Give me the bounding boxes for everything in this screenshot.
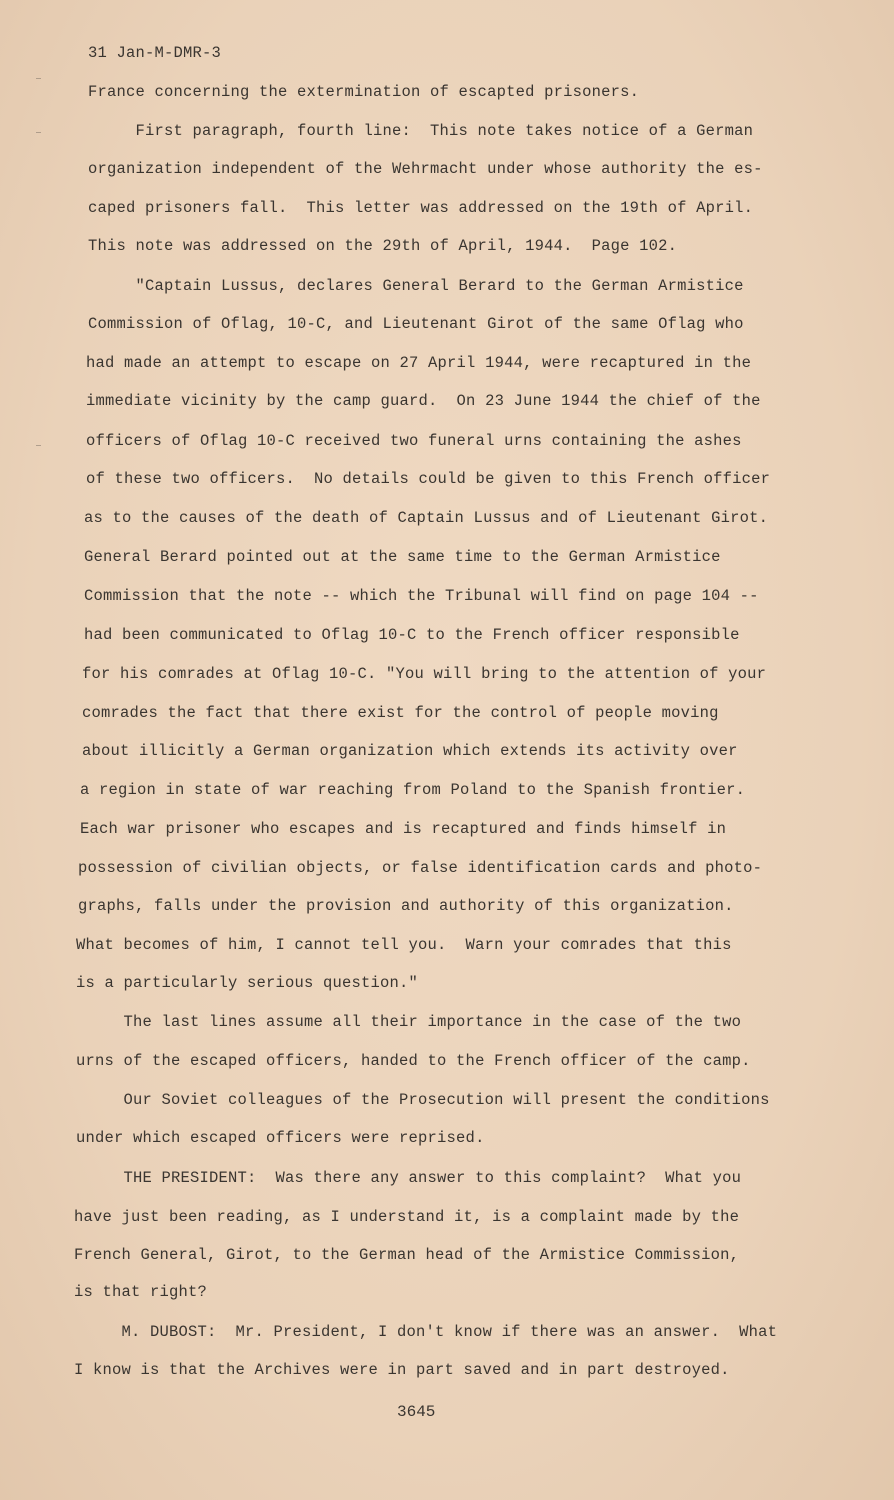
text-line: a region in state of war reaching from Poland to the Spanish frontier. [80,781,746,799]
page-number: 3645 [397,1403,436,1421]
text-line: What becomes of him, I cannot tell you. Warn your comrades that this [76,936,732,954]
text-line: First paragraph, fourth line: This note takes notice of a German [88,122,754,140]
text-line: under which escaped officers were reprised. [76,1129,485,1147]
text-line: graphs, falls under the provision and authority of this organization. [78,897,734,915]
text-line: THE PRESIDENT: Was there any answer to this complaint? What you [76,1169,742,1187]
text-line: had made an attempt to escape on 27 April 1944, were recaptured in the [86,354,752,372]
text-line: This note was addressed on the 29th of April, 1944. Page 102. [88,237,678,255]
text-line: Commission that the note -- which the Tribunal will find on page 104 -- [84,587,759,605]
text-line: immediate vicinity by the camp guard. On 23 June 1944 the chief of the [86,392,761,410]
text-line: I know is that the Archives were in part saved and in part destroyed. [74,1361,730,1379]
page-header: 31 Jan-M-DMR-3 [88,44,222,62]
text-line: as to the causes of the death of Captain Lussus and of Lieutenant Girot. [84,509,769,527]
text-line: "Captain Lussus, declares General Berard to the German Armistice [88,277,744,295]
text-line: Each war prisoner who escapes and is recaptured and finds himself in [80,820,727,838]
text-line: French General, Girot, to the German head of the Armistice Commission, [74,1246,740,1264]
text-line: urns of the escaped officers, handed to the French officer of the camp. [76,1052,751,1070]
text-line: of these two officers. No details could be given to this French officer [86,470,771,488]
text-line: The last lines assume all their importance in the case of the two [76,1013,742,1031]
margin-mark [36,132,41,133]
text-line: comrades the fact that there exist for the control of people moving [82,704,719,722]
text-line: had been communicated to Oflag 10-C to the French officer responsible [84,626,740,644]
text-line: General Berard pointed out at the same time to the German Armistice [84,548,721,566]
margin-mark [36,445,41,446]
text-line: M. DUBOST: Mr. President, I don't know if there was an answer. What [74,1323,778,1341]
text-line: officers of Oflag 10-C received two funeral urns containing the ashes [86,432,742,450]
text-line: have just been reading, as I understand it, is a complaint made by the [74,1208,740,1226]
text-line: is a particularly serious question." [76,974,419,992]
text-line: organization independent of the Wehrmacht under whose authority the es- [88,160,763,178]
text-line: for his comrades at Oflag 10-C. "You will bring to the attention of your [82,665,767,683]
text-line: caped prisoners fall. This letter was addressed on the 19th of April. [88,199,754,217]
text-line: Our Soviet colleagues of the Prosecution will present the conditions [76,1091,770,1109]
text-line: Commission of Oflag, 10-C, and Lieutenant Girot of the same Oflag who [88,315,744,333]
text-line: is that right? [74,1283,208,1301]
text-line: about illicitly a German organization which extends its activity over [82,742,738,760]
text-line: France concerning the extermination of escapted prisoners. [88,83,640,101]
text-line: possession of civilian objects, or false identification cards and photo- [78,859,763,877]
margin-mark [36,78,41,79]
